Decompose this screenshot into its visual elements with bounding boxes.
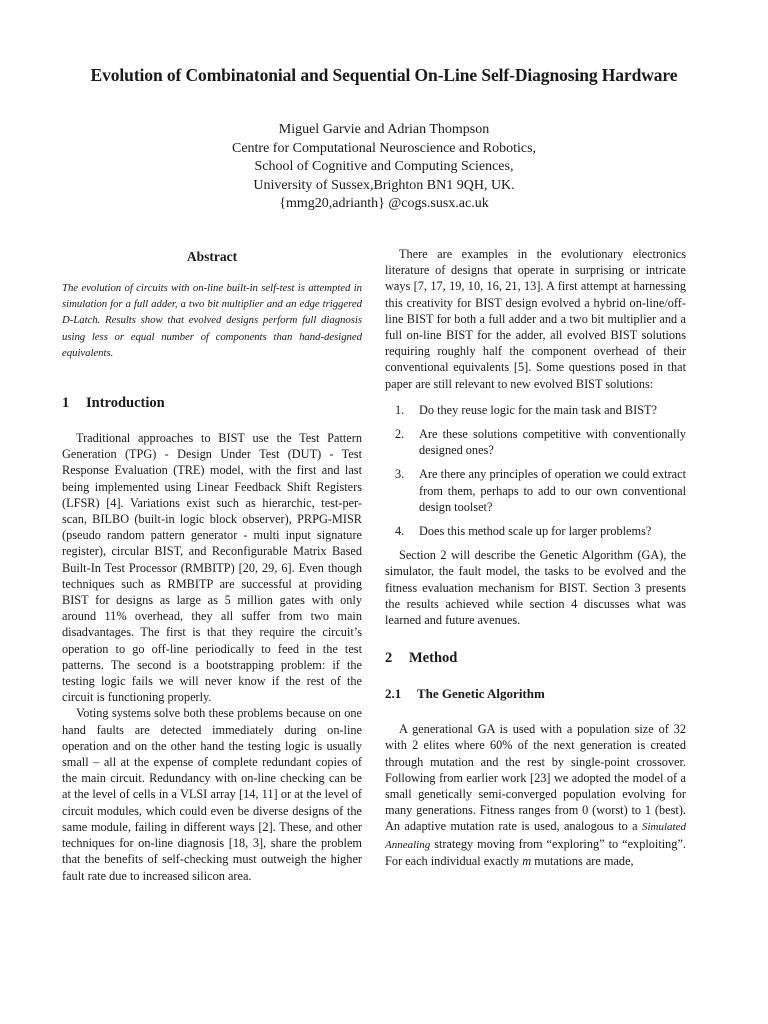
list-item (385, 466, 686, 515)
intro-paragraph-1: Traditional approaches to BIST use the Test Pattern Generation (TPG) - Design Under Test (DUT) - Test Response Evaluation (TRE) model, with the first and last being implemented using Linear Feedback Shift Registers (LFSR) [4]. Variations exist such as hierarchic, test-per-scan, BILBO (built-in logic block observer), PRPG-MISR (pseudo random pattern generator - multi input signature register), circular BIST, and Reconfigurable Matrix Based Built-In Test Processor (RMBITP) [20, 29, 6]. Even though techniques such as RMBITP are successful at providing BIST for designs as large as 5 million gates with only around 11% overhead, they all suffer from two main disadvantages. The first is that they require the circuit’s operation to go off-line periodically to feed in the test patterns. The second is a bootstrapping problem: if the testing logic fails we will never know if the rest of the circuit is functioning properly. (62, 431, 362, 705)
section-title: Introduction (86, 395, 165, 412)
evolutionary-bist-paragraph: There are examples in the evolutionary electronics literature of designs that operate in surprising or intricate ways [7, 17, 19, 10, 16, 21, 13]. A first attempt at harnessing this creativity for BIST design evolved a hybrid on-line/off-line BIST for both a full adder and a two bit multiplier and a full on-line BIST for the adder, all evolved BIST solutions requiring roughly half the component overhead of their conventional equivalents [5]. Some questions posed in that paper are still relevant to new evolved BIST solutions: (385, 247, 686, 391)
affiliation-line-3: University of Sussex,Brighton BN1 9QH, UK. (253, 177, 515, 193)
affiliation-line-2: School of Cognitive and Computing Sciences, (254, 159, 514, 175)
paper-title: Evolution of Combinatonial and Sequential On-Line Self-Diagnosing Hardware (90, 65, 678, 85)
genetic-algorithm-paragraph (385, 721, 686, 869)
section-heading-introduction (62, 394, 362, 412)
list-item-text: Do they reuse logic for the main task and BIST? (419, 402, 658, 417)
author-block (0, 121, 768, 214)
affiliation-line-1: Centre for Computational Neuroscience and Robotics, (231, 140, 537, 156)
section-heading-method (385, 649, 686, 667)
list-item (385, 523, 686, 539)
math-variable-m: m (522, 853, 532, 868)
ga-text-part-2: strategy moving from “exploring” to “exploiting”. For each individual exactly (385, 836, 686, 868)
list-item-text: Are there any principles of operation we could extract from them, perhaps to add to our own conventional design toolset? (419, 467, 686, 514)
ga-text-part-3: mutations are made, (534, 853, 634, 868)
abstract-heading: Abstract (186, 249, 238, 264)
research-questions-list (385, 402, 686, 539)
left-column (62, 246, 362, 884)
paper-outline-paragraph: Section 2 will describe the Genetic Algorithm (GA), the simulator, the fault model, the tasks to be evolved and the fitness evaluation mechanism for BIST. Section 3 presents the results achieved while section 4 discusses what was learned and future avenues. (385, 548, 686, 628)
list-item (385, 426, 686, 458)
list-item-number: 2. (395, 427, 405, 442)
section-title: Method (409, 650, 458, 667)
list-item-number: 4. (395, 524, 405, 539)
section-number: 2 (385, 650, 393, 667)
author-emails: {mmg20,adrianth} @cogs.susx.ac.uk (279, 196, 489, 212)
simulated-annealing-term: Simulated Annealing (385, 821, 686, 851)
right-column (385, 246, 686, 869)
author-names: Miguel Garvie and Adrian Thompson (278, 122, 490, 137)
subsection-number: 2.1 (385, 686, 402, 702)
list-item (385, 402, 686, 418)
intro-paragraph-2: Voting systems solve both these problems because on one hand faults are detected immediately during on-line operation and on the other hand the testing logic is usually small – all at the expense of complete redundant copies of the main circuit. Redundancy with on-line checking can be at the level of cells in a VLSI array [14, 11] or at the level of circuit modules, which could even be diverse designs of the same module, failing in different ways [2]. These, and other techniques for on-line diagnosis [18, 3], share the problem that the benefits of self-checking must outweigh the higher fault rate due to increased silicon area. (62, 706, 362, 883)
ga-text-part-1: A generational GA is used with a population size of 32 with 2 elites where 60% of the next generation is created through mutation and the rest by single-point crossover. Following from earlier work [23] we adopted the model of a small genetically semi-converged population evolving for many generations. Fitness ranges from 0 (worst) to 1 (best). An adaptive mutation rate is used, analogous to a (385, 722, 686, 834)
list-item-number: 3. (395, 467, 405, 482)
list-item-text: Does this method scale up for larger problems? (419, 524, 652, 539)
list-item-number: 1. (395, 402, 405, 417)
abstract-text: The evolution of circuits with on-line built-in self-test is attempted in simulation for a full adder, a two bit multiplier and an edge triggered D-Latch. Results show that evolved designs perform full diagnosis using less or equal number of components than hand-designed equivalents. (62, 282, 362, 359)
subsection-title: The Genetic Algorithm (417, 686, 545, 702)
list-item-text: Are these solutions competitive with conventionally designed ones? (419, 427, 686, 458)
subsection-heading-genetic-algorithm (385, 685, 686, 703)
section-number: 1 (62, 395, 70, 412)
